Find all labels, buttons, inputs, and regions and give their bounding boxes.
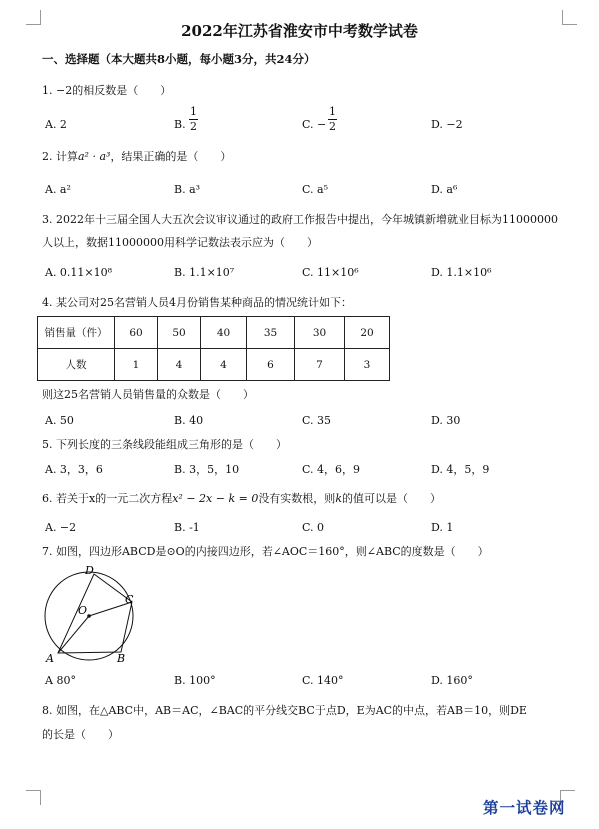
q1-c-denominator: 2 [329,120,336,133]
q6-stem-k: k [335,492,342,505]
q7-option-c: C. 140° [302,674,344,687]
table-cell: 1 [115,349,158,381]
q3-option-c: C. 11×10⁶ [302,266,359,279]
q7-option-d: D. 160° [431,674,473,687]
q3-option-a: A. 0.11×10⁸ [45,266,113,279]
label-c: C [125,593,134,606]
q4-option-a: A. 50 [45,414,74,427]
q4-sales-table [37,316,390,381]
segment-oa [58,616,89,653]
q4-stem: 4. 某公司对25名营销人员4月份销售某种商品的情况统计如下： [42,296,352,309]
q1-option-c-prefix: C. − [302,118,327,131]
q8-line-1: 8. 如图，在△ABC中，AB＝AC，∠BAC的平分线交BC于点D，E为AC的中点，若AB＝10，则DE [42,704,527,717]
q1-b-denominator: 2 [190,120,197,133]
q2-stem [42,150,231,164]
q4-option-c: C. 35 [302,414,332,427]
q6-option-b: B. -1 [174,521,200,534]
q6-stem-post: 的值可以是（ ） [341,492,441,505]
q1-option-a: A. 2 [45,118,67,131]
exam-title: 2022年江苏省淮安市中考数学试卷 [181,22,418,40]
section-heading: 一、选择题（本大题共8小题，每小题3分，共24分） [42,52,316,66]
label-d: D [85,564,94,577]
q3-line-2: 人以上，数据11000000用科学记数法表示应为（ ） [42,236,318,249]
q7-circle-diagram [36,564,148,668]
q1-option-b-fraction [189,106,198,133]
q1-stem: 1. −2的相反数是（ ） [42,84,172,97]
footer-brand-logo: 第一试卷网 [483,799,566,817]
q4-after-text: 则这25名营销人员销售量的众数是（ ） [42,388,254,401]
q1-option-d: D. −2 [431,118,463,131]
q4-option-d: D. 30 [431,414,461,427]
q7-stem: 7. 如图，四边形ABCD是⊙O的内接四边形，若∠AOC＝160°，则∠ABC的度数是（ ） [42,545,489,558]
table-cell: 4 [201,349,247,381]
q1-option-b-prefix: B. [174,118,186,131]
table-header-cell: 人数 [38,349,115,381]
q6-option-c: C. 0 [302,521,325,534]
q7-option-a: A 80° [45,674,76,687]
q6-option-a: A. −2 [45,521,77,534]
table-cell: 50 [158,317,201,349]
q2-option-b: B. a³ [174,183,201,196]
table-cell: 3 [345,349,390,381]
q5-option-d: D. 4，5，9 [431,463,490,476]
table-cell: 4 [158,349,201,381]
q6-stem-pre: 6. 若关于x的一元二次方程 [42,492,173,505]
q4-option-b: B. 40 [174,414,204,427]
crop-mark-bottom-left [26,790,41,805]
q1-option-c-fraction [328,106,337,133]
table-cell: 40 [201,317,247,349]
q3-option-b: B. 1.1×10⁷ [174,266,235,279]
q2-stem-post: ，结果正确的是（ ） [110,150,232,163]
q6-option-d: D. 1 [431,521,454,534]
table-cell: 7 [295,349,345,381]
q5-option-a: A. 3，3，6 [45,463,103,476]
q2-option-c: C. a⁵ [302,183,328,196]
q2-stem-pre: 2. 计算 [42,150,78,163]
table-cell: 30 [295,317,345,349]
q2-option-a: A. a² [45,183,71,196]
q1-b-numerator: 1 [190,105,197,118]
table-header-cell: 销售量（件） [38,317,115,349]
q6-stem [42,492,441,506]
q6-stem-expr: x² − 2x − k = 0 [172,492,259,505]
q5-stem: 5. 下列长度的三条线段能组成三角形的是（ ） [42,438,287,451]
table-cell: 60 [115,317,158,349]
table-row [38,317,390,349]
label-b: B [117,652,126,665]
label-o: O [78,604,88,617]
table-cell: 20 [345,317,390,349]
label-a: A [46,652,54,665]
q5-option-b: B. 3，5，10 [174,463,240,476]
q8-line-2: 的长是（ ） [42,728,119,741]
q3-line-1: 3. 2022年十三届全国人大五次会议审议通过的政府工作报告中提出，今年城镇新增就业目标为11000000 [42,213,558,226]
q2-option-d: D. a⁶ [431,183,458,196]
table-row [38,349,390,381]
q3-option-d: D. 1.1×10⁶ [431,266,492,279]
q1-c-numerator: 1 [329,105,336,118]
center-point-o [87,614,91,618]
q6-stem-mid: 没有实数根，则 [258,492,336,505]
table-cell: 35 [247,317,295,349]
q5-option-c: C. 4，6，9 [302,463,361,476]
q2-stem-expr: a² · a³ [78,150,111,163]
q7-option-b: B. 100° [174,674,216,687]
table-cell: 6 [247,349,295,381]
